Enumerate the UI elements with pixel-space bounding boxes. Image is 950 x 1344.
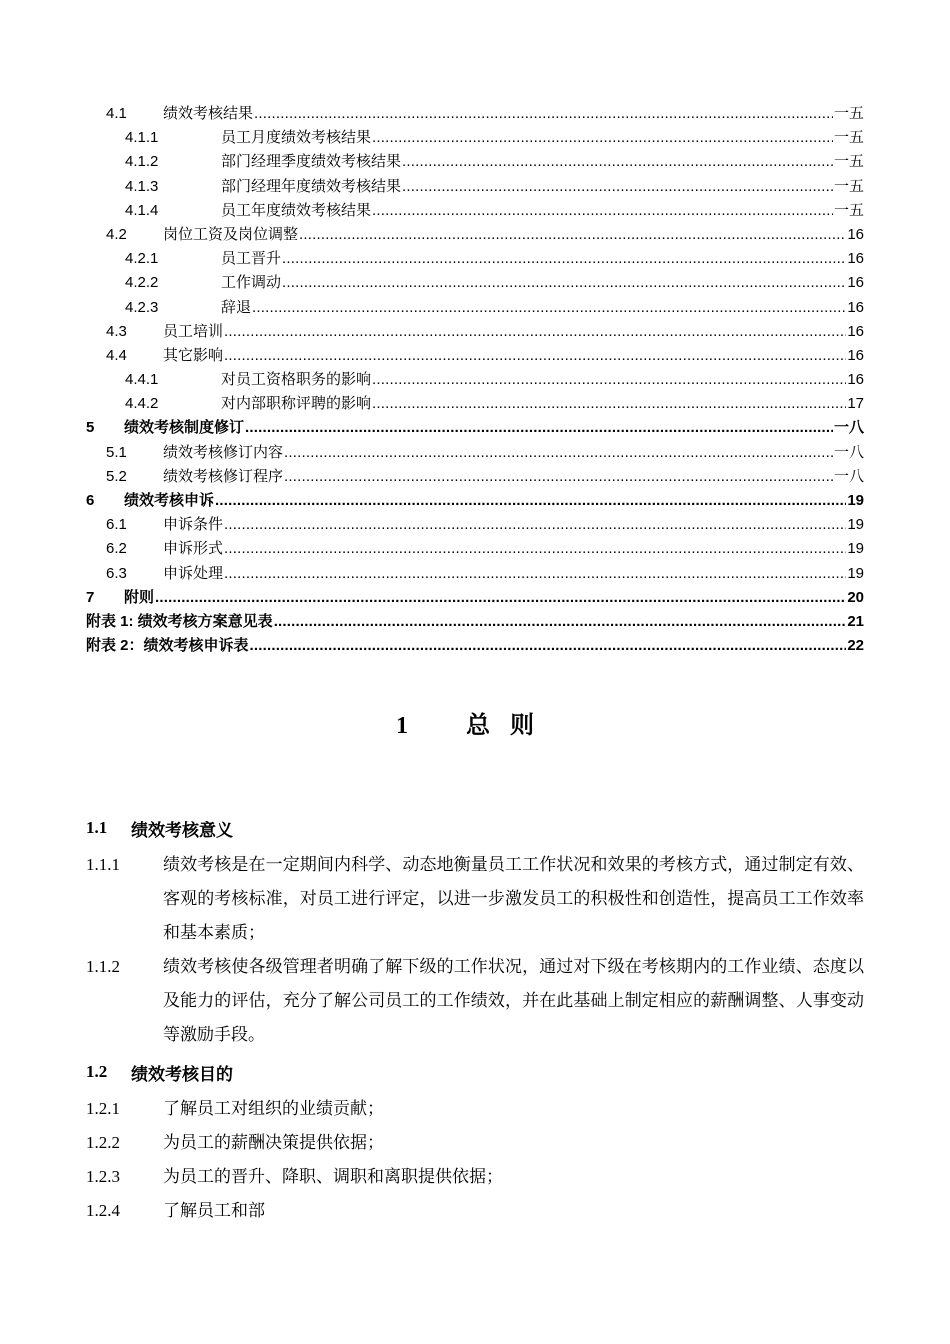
toc-entry[interactable] [86, 441, 864, 465]
clause-paragraph [86, 1126, 864, 1160]
document-body [86, 808, 864, 1228]
clause-number: 1.2.3 [86, 1167, 120, 1186]
toc-entry-page: 16 [847, 371, 864, 389]
clause-text: 为员工的晋升、降职、调职和离职提供依据； [163, 1167, 503, 1186]
toc-entry-title: 绩效考核修订内容 [163, 443, 284, 461]
toc-entry-page: 一八 [833, 419, 864, 437]
toc-entry[interactable] [86, 150, 864, 174]
toc-leader-dots [215, 489, 846, 513]
toc-leader-dots [254, 102, 833, 126]
toc-entry-number: 4.4.2 [125, 395, 159, 413]
toc-leader-dots [224, 320, 846, 344]
toc-entry-number: 4.1 [106, 105, 127, 122]
clause-number: 1.2.4 [86, 1201, 120, 1220]
clause-paragraph [86, 1092, 864, 1126]
toc-entry[interactable] [86, 562, 864, 586]
toc-leader-dots [372, 368, 846, 392]
toc-entry-page: 21 [847, 612, 864, 630]
toc-entry-page: 16 [847, 298, 864, 316]
chapter-heading [0, 705, 950, 740]
toc-entry-number: 6.2 [106, 540, 127, 558]
toc-leader-dots [245, 416, 833, 440]
clause-paragraph [86, 848, 864, 950]
toc-entry-page: 19 [847, 564, 864, 582]
toc-entry-title: 绩效考核修订程序 [163, 467, 284, 485]
toc-leader-dots [155, 586, 846, 610]
clause-text: 了解员工和部 [163, 1201, 265, 1220]
toc-entry-number: 6.1 [106, 516, 127, 534]
toc-entry[interactable] [86, 489, 864, 513]
chapter-title: 总则 [466, 713, 554, 739]
clause-paragraph [86, 950, 864, 1052]
toc-entry[interactable] [86, 416, 864, 440]
toc-entry-page: 16 [847, 225, 864, 243]
toc-entry-page: 一八 [833, 467, 864, 485]
toc-leader-dots [274, 610, 847, 634]
toc-leader-dots [224, 537, 846, 561]
section-title: 绩效考核意义 [131, 820, 233, 840]
toc-entry-title: 员工培训 [163, 322, 224, 340]
toc-leader-dots [372, 392, 846, 416]
toc-entry[interactable] [86, 586, 864, 610]
toc-entry-number: 5 [86, 419, 95, 437]
toc-entry-page: 16 [847, 274, 864, 292]
toc-entry-number: 4.1.4 [125, 201, 159, 219]
toc-entry-page: 22 [847, 637, 864, 655]
section-heading [86, 808, 864, 848]
toc-entry-page: 一五 [833, 201, 864, 219]
toc-entry-title: 绩效考核申诉 [124, 492, 215, 509]
toc-entry-page: 19 [847, 516, 864, 534]
toc-entry[interactable] [86, 199, 864, 223]
toc-entry-page: 16 [847, 346, 864, 364]
toc-entry[interactable] [86, 296, 864, 320]
toc-entry-page: 17 [847, 395, 864, 413]
toc-entry-title: 对内部职称评聘的影响 [221, 395, 372, 413]
toc-entry-title: 绩效考核制度修订 [124, 419, 245, 437]
toc-leader-dots [224, 562, 846, 586]
toc-entry-number: 4.2 [106, 225, 127, 243]
toc-leader-dots [284, 465, 833, 489]
toc-entry-number: 4.4 [106, 346, 127, 364]
toc-entry-number: 4.1.1 [125, 129, 159, 147]
toc-entry[interactable] [86, 368, 864, 392]
section-title: 绩效考核目的 [131, 1064, 233, 1084]
toc-entry-title: 申诉处理 [163, 564, 224, 582]
toc-entry[interactable] [86, 247, 864, 271]
toc-leader-dots [372, 126, 833, 150]
clause-number: 1.1.1 [86, 855, 120, 874]
clause-text: 绩效考核使各级管理者明确了解下级的工作状况，通过对下级在考核期内的工作业绩、态度以及能力的评估，充分了解公司员工的工作绩效，并在此基础上制定相应的薪酬调整、人事变动等激励手段。 [163, 957, 864, 1044]
toc-entry-page: 一五 [833, 105, 864, 122]
toc-entry[interactable] [86, 392, 864, 416]
toc-entry[interactable] [86, 175, 864, 199]
clause-text: 了解员工对组织的业绩贡献； [163, 1099, 384, 1118]
toc-entry-title: 申诉条件 [163, 516, 224, 534]
clause-number: 1.1.2 [86, 957, 120, 976]
toc-leader-dots [224, 344, 846, 368]
toc-entry-title: 附表 2：绩效考核申诉表 [86, 637, 249, 655]
toc-entry-number: 5.2 [106, 467, 127, 485]
toc-entry-title: 部门经理季度绩效考核结果 [221, 153, 402, 171]
toc-leader-dots [299, 223, 846, 247]
clause-paragraph [86, 1194, 864, 1228]
toc-entry-title: 部门经理年度绩效考核结果 [221, 177, 402, 195]
toc-entry[interactable] [86, 102, 864, 126]
toc-entry-number: 4.3 [106, 322, 127, 340]
section-number: 1.1 [86, 818, 108, 837]
table-of-contents [86, 102, 864, 658]
toc-entry[interactable] [86, 271, 864, 295]
toc-leader-dots [284, 441, 833, 465]
toc-entry[interactable] [86, 537, 864, 561]
toc-entry-page: 16 [847, 250, 864, 268]
toc-entry[interactable] [86, 344, 864, 368]
toc-entry-page: 16 [847, 322, 864, 340]
toc-leader-dots [282, 247, 846, 271]
clause-text: 为员工的薪酬决策提供依据； [163, 1133, 384, 1152]
toc-entry-page: 19 [847, 540, 864, 558]
toc-entry-page: 一五 [833, 129, 864, 147]
toc-entry[interactable] [86, 610, 864, 634]
section-heading [86, 1052, 864, 1092]
toc-entry[interactable] [86, 465, 864, 489]
toc-entry-title: 辞退 [221, 298, 252, 316]
toc-leader-dots [224, 513, 846, 537]
toc-entry[interactable] [86, 634, 864, 658]
toc-leader-dots [250, 634, 847, 658]
toc-entry-title: 附则 [124, 588, 155, 606]
toc-entry-page: 一八 [833, 443, 864, 461]
toc-entry-title: 员工月度绩效考核结果 [221, 129, 372, 147]
toc-entry-title: 岗位工资及岗位调整 [163, 225, 299, 243]
toc-entry-number: 4.2.3 [125, 298, 159, 316]
toc-entry-page: 19 [847, 492, 864, 509]
toc-entry-title: 员工晋升 [221, 250, 282, 268]
clause-number: 1.2.1 [86, 1099, 120, 1118]
toc-entry-number: 4.2.2 [125, 274, 159, 292]
toc-entry-title: 附表 1: 绩效考核方案意见表 [86, 612, 273, 630]
toc-entry[interactable] [86, 223, 864, 247]
toc-entry-page: 20 [847, 588, 864, 606]
toc-entry-number: 4.1.3 [125, 177, 159, 195]
toc-entry-number: 6.3 [106, 564, 127, 582]
toc-leader-dots [402, 150, 833, 174]
toc-leader-dots [252, 296, 846, 320]
toc-entry[interactable] [86, 320, 864, 344]
clause-number: 1.2.2 [86, 1133, 120, 1152]
toc-entry-title: 其它影响 [163, 346, 224, 364]
toc-entry-title: 对员工资格职务的影响 [221, 371, 372, 389]
toc-leader-dots [372, 199, 833, 223]
toc-entry[interactable] [86, 513, 864, 537]
toc-entry-number: 6 [86, 492, 95, 509]
toc-entry-title: 工作调动 [221, 274, 282, 292]
toc-entry[interactable] [86, 126, 864, 150]
toc-entry-number: 5.1 [106, 443, 127, 461]
chapter-number: 1 [396, 713, 408, 739]
toc-entry-title: 员工年度绩效考核结果 [221, 201, 372, 219]
toc-leader-dots [282, 271, 846, 295]
clause-text: 绩效考核是在一定期间内科学、动态地衡量员工工作状况和效果的考核方式，通过制定有效、客观的考核标准，对员工进行评定，以进一步激发员工的积极性和创造性，提高员工工作效率和基本素质； [163, 855, 864, 942]
toc-entry-number: 4.4.1 [125, 371, 159, 389]
toc-entry-number: 4.2.1 [125, 250, 159, 268]
toc-entry-title: 绩效考核结果 [163, 105, 254, 122]
section-number: 1.2 [86, 1062, 108, 1081]
clause-paragraph [86, 1160, 864, 1194]
toc-entry-title: 申诉形式 [163, 540, 224, 558]
toc-entry-number: 4.1.2 [125, 153, 159, 171]
toc-entry-page: 一五 [833, 177, 864, 195]
toc-leader-dots [402, 175, 833, 199]
toc-entry-page: 一五 [833, 153, 864, 171]
toc-entry-number: 7 [86, 588, 95, 606]
